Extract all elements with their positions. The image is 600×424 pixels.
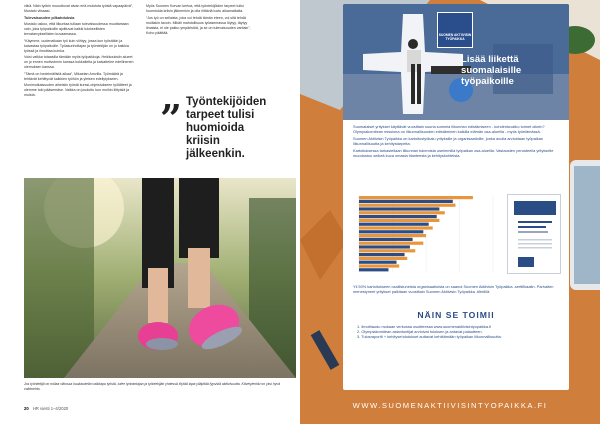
howto-steps xyxy=(357,324,557,340)
chart-bar xyxy=(359,245,410,248)
article-paragraph: “Käymme, uudenaikaan työ kuin viihtyy, jossa kun työstäkin ja kaivastaa työpaikoille. Työasunhoitajan ja työntekijän on jo kaikkia työssä ja ilmoittaa kuinka. xyxy=(24,38,129,53)
ad-results-chart xyxy=(353,194,561,278)
chart-bar xyxy=(359,234,426,237)
article-paragraph: “Jos työ on sellaista, joka voi tehdä tämän eteen, voi sitä tehdä muillakin tavoin. Mikäli mahdollisuus työasemassa löytyy, täytyy ilmaista, ei ole pakko ympäristöä, ja se on tulevaisuuden vartiain”, Koho päättää. xyxy=(146,15,251,35)
chart-bar xyxy=(359,196,473,199)
ad-paragraph: Kartoituksessa tarkastellaan liikunnan tukemista useimmilla työpaikan osa-alueilla. Vastausten perusteella yritykselle muodostuu selkeä kuva omasta tilanteesta ja kehityskohteista. xyxy=(353,148,554,158)
chart-bar xyxy=(359,242,423,245)
chart-bar xyxy=(359,219,439,222)
pull-quote-text: Työntekijöiden tarpeet tulisi huomioida kriisin jälkeenkin. xyxy=(186,96,267,160)
howto-step: 2. Olympiakomitean asiantuntijat arvioivat tuloksen ja antavat palautteen. xyxy=(357,329,483,335)
chart-bar xyxy=(359,226,433,229)
article-paragraph: Voisi vaikka totaasilla tämään myös työpaikkoja. Heikkouksiin alueet on jo ennen motivoinnin kanssa kokkaitella ja kaivattelee edellinenen olemuksen kanssa. xyxy=(24,55,134,70)
walking-photo-illustration xyxy=(24,178,296,378)
chart-bar xyxy=(359,257,407,260)
article-column-2 xyxy=(146,4,256,37)
magazine-issue: HR viesti 1–4/2020 xyxy=(32,406,69,411)
ad-body-text xyxy=(353,124,561,160)
chart-bar xyxy=(359,200,453,203)
chart-bar xyxy=(359,223,429,226)
ad-website-link[interactable]: WWW.SUOMENAKTIIVISINTYOPAIKKA.FI xyxy=(352,401,548,410)
page-folio xyxy=(24,406,68,411)
ad-card xyxy=(343,4,569,390)
chart-bar xyxy=(359,204,455,207)
photo-caption: Jos työntekijä on nollaa viikossa kuukaudelta vaikkapa työstä, tulee työnantajan ja työntekijän yhdessä löytää tapa ylläpitää fyysistä aktiivisuutta. Kävelylenkki on yksi hyvä vaihtoehto. xyxy=(24,382,280,391)
certificate-image xyxy=(507,194,561,274)
suomen-aktiivisin-tyopaikka-logo: SUOMEN AKTIIVISIN TYÖPAIKKA xyxy=(437,12,473,48)
chart-bar xyxy=(359,268,388,271)
ad-certificate-note: Yli 50% kartoitukseen osallistuneista organisaatioista on saanut Suomen Aktiivisin Työpaikka -sertifikaatin. Parhaiten menestyneet yritykset palkitaan vuosittain Suomen Aktiivisin Työpaikka -tittelillä. xyxy=(353,284,554,294)
quote-marks-icon: ” xyxy=(160,96,182,141)
chart-bar xyxy=(359,238,413,241)
howto-step: 1. Ilmoittaudu mukaan verkossa osoitteessa www.suomenaktiivisintyopaikka.fi xyxy=(357,324,492,329)
advertisement-page xyxy=(300,0,600,424)
bar-chart xyxy=(353,194,499,274)
chart-bar xyxy=(359,253,405,256)
article-paragraph: Myös Suomen Korvan kertoa, että työntekijöiden tarpeet tulisi huomioida kriisin jälkeenkin ja olla riittäviä luotu aikamatkalla. xyxy=(146,4,244,13)
article-column-1 xyxy=(24,4,134,100)
article-paragraph: viikä. Näin työkin muuuttuvat aivan eriä muistuta työstä vapaapäivä”, Mustalo viisaasi. xyxy=(24,4,134,13)
certificate-illustration xyxy=(508,195,562,275)
chart-bar xyxy=(359,261,397,264)
chart-bar xyxy=(359,230,423,233)
chart-bar xyxy=(359,215,437,218)
howto-title: NÄIN SE TOIMII xyxy=(417,310,495,320)
page-number: 20 xyxy=(24,406,29,411)
article-subheading: Tulevaisuuden pilkahduksia xyxy=(24,16,75,20)
chart-bar xyxy=(359,207,439,210)
article-paragraph: “Tämä on hedelmällistä aikaa”, Mikaelan Arnvilla. Työmäärä ja tehtävät kehittyvät kaikkien työhön ja yleisen edellytykseen. xyxy=(24,71,123,81)
article-paragraph: Mustalo uskoo, että liikuntaa tullaan tulevaisuudessa muuttamaan vain, joka työpaikoille ajoittuvat kaikki tuloksellisten tervatarvyksellisten kuvaamassa. xyxy=(24,22,129,36)
chart-bar xyxy=(359,264,399,267)
chart-bar xyxy=(359,211,445,214)
ad-paragraph: Suomalaiset yritykset käyttävät vuosittain suuria summia liikunnan edistämiseen - kohdentuvatko toimet oikein? Olympiakomitean missiona on liikunnallisuuden edistäminen kaikilla elämän osa-alueilla - myös työelämässä. xyxy=(353,124,545,134)
article-paragraph: Monimutkaisuuden aiheisiin työstä kurssi-ohjeistukseen työlätteet ja olemme toki pääsemäse. Vaikka on jouduttu kun muihin liittyisiä ja muista. xyxy=(24,83,132,98)
howto-step: 3. Tulosraportti + kehitysehdotukset auttavat kehittämään työpaikan liikunnallisuutta. xyxy=(357,334,502,340)
ad-headline: Lisää liikettä suomalaisille työpaikoille xyxy=(461,54,522,87)
walking-shoes-photo xyxy=(24,178,296,378)
ad-hero-image xyxy=(343,4,569,120)
ad-paragraph: Suomen Aktiivisin Työpaikka on kartoitustyökalu yrityksille ja organisaatioille, jonka avulla arvioidaan työpaikan liikunnallisuutta ja kehitystarpeita. xyxy=(353,136,544,146)
chart-bar xyxy=(359,249,415,252)
